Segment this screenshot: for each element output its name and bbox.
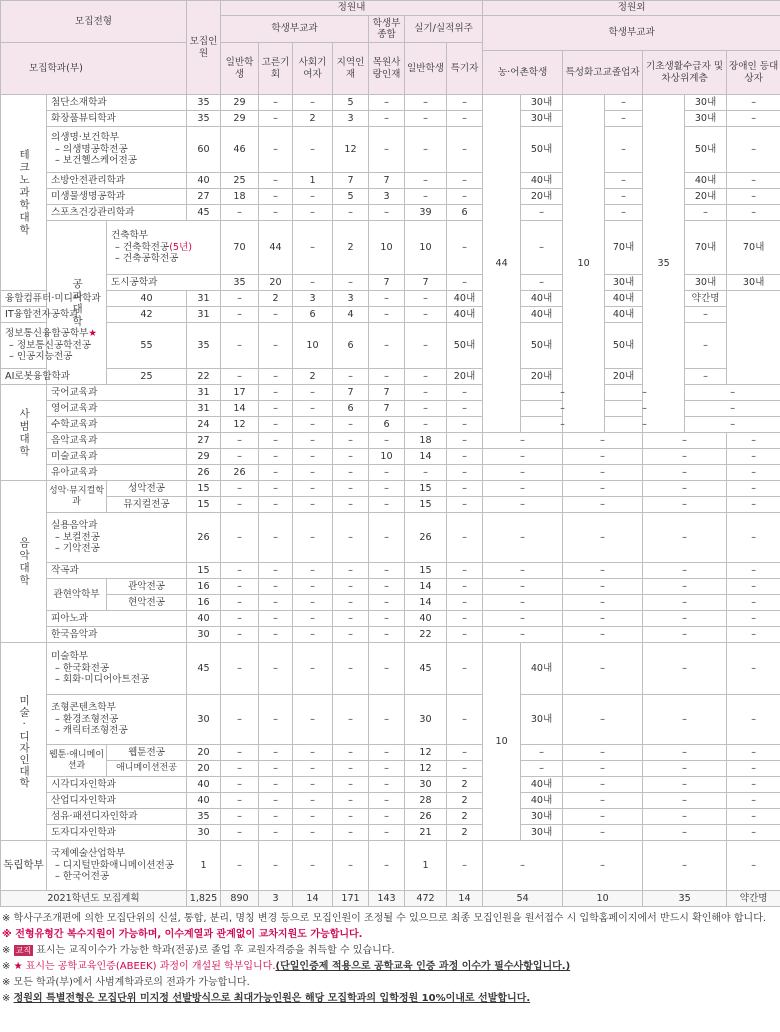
student-record-header: 학생부교과 (221, 16, 369, 43)
col-social: 사회기여자 (293, 43, 333, 95)
dept-name: 의생명·보건학부 – 의생명공학전공 – 보건헬스케어전공 (47, 127, 187, 173)
in-quota-header: 정원내 (221, 1, 483, 16)
major-name: 성악전공 (107, 481, 187, 497)
dept-name: 도시공학과 (107, 275, 221, 291)
note-5: ※ 모든 학과(부)에서 사범계학과로의 전과가 가능합니다. (2, 977, 250, 988)
college-eng: 공과대학 (47, 221, 107, 385)
practical-header: 실기/실적위주 (405, 16, 483, 43)
major-name: 관악전공 (107, 579, 187, 595)
dept-name: 미술교육과 (47, 449, 187, 465)
dept-name: 건축학부 – 건축학전공(5년) – 건축공학전공 (107, 221, 221, 275)
total-label: 2021학년도 모집계획 (1, 891, 187, 907)
major-name: 현악전공 (107, 595, 187, 611)
dept-name: 유아교육과 (47, 465, 187, 481)
col-mokwon: 목원사랑인재 (369, 43, 405, 95)
col-basic: 기초생활수급자 및 차상위계층 (643, 51, 727, 95)
dept-name: IT융합전자공학과 (1, 307, 107, 323)
college-indep: 독립학부 (1, 841, 47, 891)
dept-group-name: 관현악학부 (47, 579, 107, 611)
major-name: 웹툰전공 (107, 745, 187, 761)
footnotes (0, 907, 780, 1007)
note-6: ※ 정원외 특별전형은 모집단위 미지정 선발방식으로 최대가능인원은 해당 모집학과의 입학정원 10%이내로 선발합니다. (2, 993, 531, 1004)
recruit-type-header: 모집전형 (1, 1, 187, 43)
col-special: 특기자 (447, 43, 483, 95)
college-art: 미술·디자인대학 (1, 643, 47, 841)
admission-table: 모집전형 모집인원 정원내 정원외 학생부교과 학생부종합 실기/실적위주 학생부교과 모집학과(부) 일반학생 고른기회 사회기여자 지역인재 목원사랑인재 일반학생 특기자 농·어촌학생 특성화고교졸업자 기초생활수급자 및 차상위계층 장애인 등대상자 테크노과학대학 첨단소재학과 35 29 – – 5 – – – 44 30내 10 – 35 30내 – 화장품뷰티학과 35 29 – 2 3 – – – 30내 – 30내 – 의생명·보건학부 – 의생명공학전공 – 보건헬스케어전공 60 46 – – 12 – – – 50내 – 50내 – 소방안전관리학과 40 25 – 1 7 7 – – 40내 – 40내 – 미생물생명공학과 27 18 – – 5 3 – – 20내 – 20내 – 스포츠건강관리학과 45 – – – – – 39 6 – – – – 공과대학 건축학부 – 건축학전공(5년) – 건축공학전공 70 44 – 2 10 10 – – 70내 70내 70내 도시공학과 35 20 – – 7 7 – – 30내 30내 30내 융합컴퓨터·미디어학과 40 31 – 2 3 3 – – 40내 40내 40내 약간명 IT융합전자공학과 42 31 – – 6 4 – – 40내 40내 40내 – 정보통신융합공학부★ – 정보통신공학전공 – 인공지능전공 55 35 – – 10 6 – – 50내 50내 50내 – AI로봇융합학과 25 22 – – 2 – – – 20내 20내 20내 – 사범대학 국어교육과 31 17 – – 7 7 – – – – – 영어교육과 31 14 – – 6 7 – – – – – 수학교육과 24 12 – – – 6 – – – – – 음악교육과 27 – – – – – 18 – – – – – 미술교육과 29 – – – – 10 14 – – – – – 유아교육과 26 26 – – – – – – – – – – 음악대학 성악·뮤지컬학과 성악전공 15 – – – – – 15 – – – – – 뮤지컬전공 15 – – – – – 15 – – – – – 실용음악과 – 보컬전공 – 기악전공 26 – – – – – 26 – – – – – 작곡과 15 – – – – – 15 – – – – – 관현악학부 관악전공 16 – – – – – 14 – – – – – 현악전공 16 – – – – – 14 – – – – – 피아노과 40 – – – – – 40 – – – – – 한국음악과 30 – – – – – 22 – – – – – 미술·디자인대학 미술학부 – 한국화전공 – 회화·미디어아트전공 45 – – – – – 45 – 10 40내 – – – 조형콘텐츠학부 – 환경조형전공 – 캐릭터조형전공 30 – – – – – 30 – 30내 – – – 웹툰·애니메이션과 웹툰전공 20 – – – – – 12 – – – – – 애니메이션전공 20 – – – – – 12 – – – – – 시각디자인학과 40 – – – – – 30 2 40내 – – – 산업디자인학과 40 – – – – – 28 2 40내 – – – 섬유·패션디자인학과 35 – – – – – 26 2 30내 – – – 도자디자인학과 30 – – – – – 21 2 30내 – – – 독립학부 국제예술산업학부 – 디지털만화애니메이션전공 – 한국어전공 1 – – – – – 1 – – – – – 2021학년도 모집계획 1,825 890 3 14 171 143 472 14 54 10 35 약간명 (0, 0, 780, 907)
rural-merged-art: 10 (483, 643, 521, 841)
dept-name: 산업디자인학과 (47, 793, 187, 809)
rural-merged-eng: 44 (483, 95, 521, 433)
note-2: ※ 전형유형간 복수지원이 가능하며, 이수계열과 관계없이 교차지원도 가능합니다. (2, 929, 363, 940)
dept-name: 조형콘텐츠학부 – 환경조형전공 – 캐릭터조형전공 (47, 695, 187, 745)
dept-name: 피아노과 (47, 611, 187, 627)
dept-name: AI로봇융합학과 (1, 369, 107, 385)
dept-name: 수학교육과 (47, 417, 187, 433)
major-name: 뮤지컬전공 (107, 497, 187, 513)
basic-merged-eng: 35 (643, 95, 685, 433)
col-prac-general: 일반학생 (405, 43, 447, 95)
col-rural: 농·어촌학생 (483, 51, 563, 95)
college-tech: 테크노과학대학 (1, 95, 47, 291)
quota-header: 모집인원 (187, 1, 221, 95)
vocational-merged-eng: 10 (563, 95, 605, 433)
dept-name: 융합컴퓨터·미디어학과 (1, 291, 107, 307)
dept-name: 화장품뷰티학과 (47, 111, 187, 127)
dept-name: 섬유·패션디자인학과 (47, 809, 187, 825)
dept-name: 국제예술산업학부 – 디지털만화애니메이션전공 – 한국어전공 (47, 841, 187, 891)
dept-name: 음악교육과 (47, 433, 187, 449)
dept-name: 미생물생명공학과 (47, 189, 187, 205)
dept-name: 시각디자인학과 (47, 777, 187, 793)
note-3: ※ 교직 표시는 교직이수가 가능한 학과(전공)로 졸업 후 교원자격증을 취득할 수 있습니다. (2, 945, 395, 956)
dept-header: 모집학과(부) (1, 43, 187, 95)
dept-group-name: 성악·뮤지컬학과 (47, 481, 107, 513)
college-music: 음악대학 (1, 481, 47, 643)
dept-name: 도자디자인학과 (47, 825, 187, 841)
dept-name: 한국음악과 (47, 627, 187, 643)
dept-name: 첨단소재학과 (47, 95, 187, 111)
dept-name: 정보통신융합공학부★ – 정보통신공학전공 – 인공지능전공 (1, 323, 107, 369)
teaching-tag: 교직 (15, 945, 32, 955)
total-row: 2021학년도 모집계획 1,825 890 3 14 171 143 472 14 54 10 35 약간명 (1, 891, 780, 907)
student-comp-header: 학생부종합 (369, 16, 405, 43)
dept-name: 소방안전관리학과 (47, 173, 187, 189)
dept-name: 스포츠건강관리학과 (47, 205, 187, 221)
out-quota-header: 정원외 (483, 1, 780, 16)
college-edu: 사범대학 (1, 385, 47, 481)
col-equal: 고른기회 (259, 43, 293, 95)
major-name: 애니메이션전공 (107, 761, 187, 777)
col-vocational: 특성화고교졸업자 (563, 51, 643, 95)
note-1: ※ 학사구조개편에 의한 모집단위의 신설, 통합, 분리, 명칭 변경 등으로 모집인원이 조정될 수 있으므로 최종 모집인원을 원서접수 시 입학홈페이지에서 반드시 확인해야 합니다. (2, 913, 767, 924)
abeek-star-icon: ★ (88, 328, 98, 340)
col-general: 일반학생 (221, 43, 259, 95)
note-4: ※ ★ 표시는 공학교육인증(ABEEK) 과정이 개설된 학부입니다.(단일인증제 적용으로 공학교육 인증 과정 이수가 필수사항입니다.) (2, 961, 571, 972)
dept-name: 미술학부 – 한국화전공 – 회화·미디어아트전공 (47, 643, 187, 695)
col-regional: 지역인재 (333, 43, 369, 95)
dept-name: 작곡과 (47, 563, 187, 579)
out-student-record-header: 학생부교과 (483, 16, 780, 51)
col-disabled: 장애인 등대상자 (727, 51, 780, 95)
dept-group-name: 웹툰·애니메이션과 (47, 745, 107, 777)
dept-name: 국어교육과 (47, 385, 187, 401)
dept-name: 실용음악과 – 보컬전공 – 기악전공 (47, 513, 187, 563)
dept-name: 영어교육과 (47, 401, 187, 417)
